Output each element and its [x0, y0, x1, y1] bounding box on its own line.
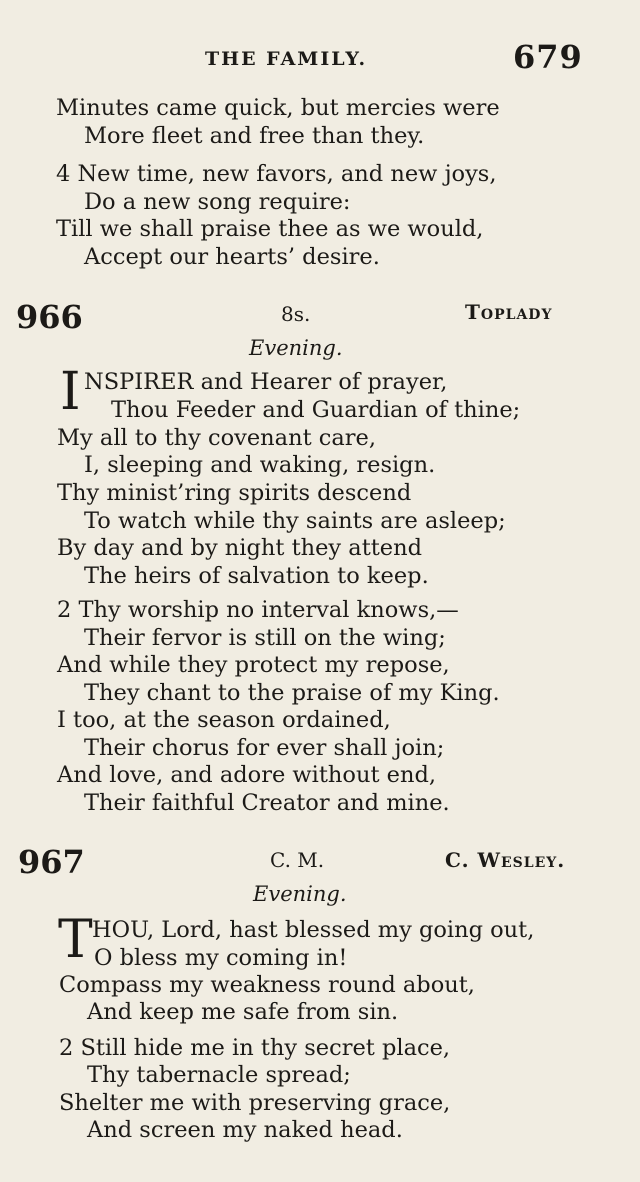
hymn-number: 966 — [16, 298, 83, 336]
verse-line: 4 New time, new favors, and new joys, — [56, 161, 497, 187]
verse-line: Till we shall praise thee as we would, — [56, 216, 484, 242]
hymn-meter: 8s. — [281, 302, 311, 326]
verse-line: And screen my naked head. — [87, 1117, 403, 1143]
verse-line: NSPIRER and Hearer of prayer, — [84, 369, 448, 395]
verse-line: To watch while thy saints are asleep; — [84, 508, 506, 534]
verse-line: And keep me safe from sin. — [87, 999, 399, 1025]
hymn-subtitle: Evening. — [249, 336, 343, 360]
verse-line: Minutes came quick, but mercies were — [56, 95, 500, 121]
page-header — [0, 38, 640, 78]
hymn-number: 967 — [18, 843, 85, 881]
verse-line: Thou Feeder and Guardian of thine; — [111, 397, 521, 423]
verse-line: Their fervor is still on the wing; — [84, 625, 446, 651]
hymn-tune: Toplady — [465, 300, 553, 324]
verse-line: Accept our hearts’ desire. — [84, 244, 380, 270]
verse-line: I too, at the season ordained, — [57, 707, 391, 733]
verse-line: I, sleeping and waking, resign. — [84, 452, 436, 478]
verse-line: 2 Thy worship no interval knows,— — [57, 597, 459, 623]
verse-line: The heirs of salvation to keep. — [84, 563, 429, 589]
verse-line: Shelter me with preserving grace, — [59, 1090, 451, 1116]
hymn-subtitle: Evening. — [253, 882, 347, 906]
verse-line: And while they protect my repose, — [57, 652, 450, 678]
hymn-tune: C. Wesley. — [445, 848, 566, 872]
verse-line: They chant to the praise of my King. — [84, 680, 500, 706]
verse-line: 2 Still hide me in thy secret place, — [59, 1035, 451, 1061]
verse-line: Thy minist’ring spirits descend — [57, 480, 412, 506]
drop-cap: I — [60, 362, 81, 422]
verse-line: Their chorus for ever shall join; — [84, 735, 445, 761]
verse-line: And love, and adore without end, — [57, 762, 436, 788]
verse-line: HOU, Lord, hast blessed my going out, — [92, 917, 535, 943]
verse-line: O bless my coming in! — [94, 945, 348, 971]
verse-line: My all to thy covenant care, — [57, 425, 376, 451]
hymn-meter: C. M. — [270, 848, 325, 872]
verse-line: Do a new song require: — [84, 189, 351, 215]
verse-line: More fleet and free than they. — [84, 123, 425, 149]
verse-line: Thy tabernacle spread; — [87, 1062, 351, 1088]
running-title: THE FAMILY. — [205, 48, 368, 70]
verse-line: By day and by night they attend — [57, 535, 422, 561]
drop-cap: T — [58, 910, 93, 970]
verse-line: Their faithful Creator and mine. — [84, 790, 450, 816]
verse-line: Compass my weakness round about, — [59, 972, 475, 998]
page-number: 679 — [513, 38, 583, 76]
